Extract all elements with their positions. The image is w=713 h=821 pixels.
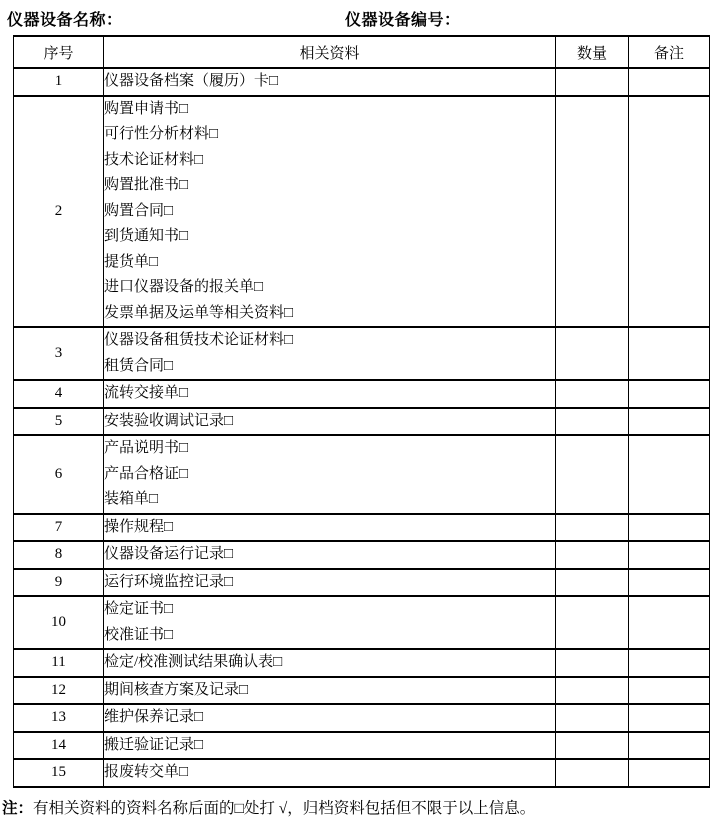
table-row bbox=[14, 541, 710, 569]
quantity-cell bbox=[556, 569, 629, 597]
materials-cell bbox=[104, 435, 556, 514]
material-line bbox=[104, 462, 555, 488]
material-line bbox=[104, 148, 555, 174]
material-line bbox=[104, 597, 555, 623]
checkbox-icon: □ bbox=[254, 279, 264, 295]
table-header-row bbox=[14, 36, 710, 68]
checkbox-icon: □ bbox=[149, 253, 159, 270]
material-label: 提货单 bbox=[104, 253, 150, 270]
material-label: 购置批准书 bbox=[104, 177, 180, 193]
header-remarks: 备注 bbox=[629, 36, 710, 68]
row-number: 15 bbox=[14, 759, 104, 787]
material-line bbox=[104, 570, 555, 596]
archive-materials-table bbox=[13, 35, 710, 788]
table-row bbox=[14, 677, 710, 705]
quantity-cell bbox=[556, 649, 629, 677]
material-line bbox=[104, 199, 555, 225]
materials-cell bbox=[104, 569, 556, 597]
materials-cell bbox=[104, 68, 556, 96]
material-line bbox=[104, 705, 555, 731]
materials-cell bbox=[104, 704, 556, 732]
remark-cell bbox=[629, 704, 710, 732]
row-number: 2 bbox=[14, 96, 104, 328]
checkbox-icon: □ bbox=[194, 709, 204, 725]
material-line bbox=[104, 354, 555, 380]
material-label: 操作规程 bbox=[104, 518, 165, 535]
checkbox-icon: □ bbox=[224, 546, 234, 562]
header-related-materials: 相关资料 bbox=[104, 36, 556, 68]
materials-cell bbox=[104, 380, 556, 408]
checkbox-icon: □ bbox=[224, 573, 234, 590]
remark-cell bbox=[629, 68, 710, 96]
material-label: 产品说明书 bbox=[104, 440, 180, 456]
checkbox-icon: □ bbox=[209, 126, 219, 142]
quantity-cell bbox=[556, 541, 629, 569]
material-line bbox=[104, 515, 555, 541]
material-line bbox=[104, 381, 555, 407]
checkbox-icon: □ bbox=[179, 764, 189, 780]
materials-cell bbox=[104, 514, 556, 542]
remark-cell bbox=[629, 677, 710, 705]
material-label: 到货通知书 bbox=[104, 228, 180, 244]
material-label: 校准证书 bbox=[104, 626, 165, 643]
checkbox-icon: □ bbox=[273, 654, 283, 670]
material-line bbox=[104, 97, 555, 123]
quantity-cell bbox=[556, 677, 629, 705]
material-line bbox=[104, 650, 555, 676]
table-row bbox=[14, 759, 710, 787]
checkbox-icon: □ bbox=[194, 151, 204, 168]
row-number: 7 bbox=[14, 514, 104, 542]
remark-cell bbox=[629, 380, 710, 408]
row-number: 10 bbox=[14, 596, 104, 649]
title-bar bbox=[0, 0, 713, 35]
material-line bbox=[104, 487, 555, 513]
material-line bbox=[104, 733, 555, 759]
material-label: 装箱单 bbox=[104, 491, 150, 507]
remark-cell bbox=[629, 759, 710, 787]
materials-cell bbox=[104, 677, 556, 705]
checkbox-icon: □ bbox=[164, 626, 174, 643]
checkbox-icon: □ bbox=[284, 332, 294, 348]
quantity-cell bbox=[556, 732, 629, 760]
quantity-cell bbox=[556, 68, 629, 96]
checkbox-icon: □ bbox=[179, 177, 189, 193]
checkbox-icon: □ bbox=[179, 385, 189, 401]
checkbox-icon: □ bbox=[164, 518, 174, 535]
material-line bbox=[104, 173, 555, 199]
material-line bbox=[104, 122, 555, 148]
material-label: 检定证书 bbox=[104, 601, 165, 617]
material-label: 发票单据及运单等相关资料 bbox=[104, 304, 285, 321]
material-line bbox=[104, 542, 555, 568]
material-label: 技术论证材料 bbox=[104, 151, 195, 168]
materials-cell bbox=[104, 649, 556, 677]
checkbox-icon: □ bbox=[164, 202, 174, 219]
checkbox-icon: □ bbox=[149, 491, 159, 507]
remark-cell bbox=[629, 327, 710, 380]
table-row bbox=[14, 68, 710, 96]
material-line bbox=[104, 250, 555, 276]
row-number: 4 bbox=[14, 380, 104, 408]
header-serial-number: 序号 bbox=[14, 36, 104, 68]
materials-cell bbox=[104, 732, 556, 760]
material-label: 安装验收调试记录 bbox=[104, 412, 225, 429]
table-row bbox=[14, 435, 710, 514]
quantity-cell bbox=[556, 596, 629, 649]
quantity-cell bbox=[556, 435, 629, 514]
remark-cell bbox=[629, 514, 710, 542]
row-number: 11 bbox=[14, 649, 104, 677]
material-label: 运行环境监控记录 bbox=[104, 573, 225, 590]
material-line bbox=[104, 409, 555, 435]
material-line bbox=[104, 436, 555, 462]
table-row bbox=[14, 380, 710, 408]
table-row bbox=[14, 514, 710, 542]
materials-cell bbox=[104, 408, 556, 436]
material-label: 仪器设备档案（履历）卡 bbox=[104, 73, 270, 89]
material-label: 仪器设备运行记录 bbox=[104, 546, 225, 562]
material-line bbox=[104, 328, 555, 354]
material-label: 可行性分析材料 bbox=[104, 126, 210, 142]
material-line bbox=[104, 623, 555, 649]
remark-cell bbox=[629, 596, 710, 649]
row-number: 12 bbox=[14, 677, 104, 705]
remark-cell bbox=[629, 569, 710, 597]
material-label: 仪器设备租赁技术论证材料 bbox=[104, 332, 285, 348]
footnote-text: 有相关资料的资料名称后面的□处打 √，归档资料包括但不限于以上信息。 bbox=[33, 799, 536, 817]
material-line bbox=[104, 224, 555, 250]
table-row bbox=[14, 569, 710, 597]
table-row bbox=[14, 704, 710, 732]
row-number: 14 bbox=[14, 732, 104, 760]
quantity-cell bbox=[556, 704, 629, 732]
checkbox-icon: □ bbox=[239, 681, 249, 698]
material-label: 维护保养记录 bbox=[104, 709, 195, 725]
row-number: 1 bbox=[14, 68, 104, 96]
row-number: 5 bbox=[14, 408, 104, 436]
material-label: 进口仪器设备的报关单 bbox=[104, 279, 255, 295]
table-row bbox=[14, 649, 710, 677]
quantity-cell bbox=[556, 327, 629, 380]
materials-cell bbox=[104, 759, 556, 787]
quantity-cell bbox=[556, 514, 629, 542]
material-line bbox=[104, 275, 555, 301]
table-row bbox=[14, 596, 710, 649]
quantity-cell bbox=[556, 408, 629, 436]
quantity-cell bbox=[556, 380, 629, 408]
remark-cell bbox=[629, 649, 710, 677]
material-line bbox=[104, 678, 555, 704]
quantity-cell bbox=[556, 759, 629, 787]
materials-cell bbox=[104, 541, 556, 569]
material-label: 购置申请书 bbox=[104, 100, 180, 117]
row-number: 9 bbox=[14, 569, 104, 597]
equipment-name-label: 仪器设备名称： bbox=[7, 12, 123, 29]
header-quantity: 数量 bbox=[556, 36, 629, 68]
remark-cell bbox=[629, 541, 710, 569]
checkbox-icon: □ bbox=[179, 100, 189, 117]
material-line bbox=[104, 69, 555, 95]
material-label: 流转交接单 bbox=[104, 385, 180, 401]
checkbox-icon: □ bbox=[179, 228, 189, 244]
material-line bbox=[104, 301, 555, 327]
table-row bbox=[14, 732, 710, 760]
table-row bbox=[14, 327, 710, 380]
materials-cell bbox=[104, 96, 556, 328]
materials-cell bbox=[104, 327, 556, 380]
material-label: 期间核查方案及记录 bbox=[104, 681, 240, 698]
remark-cell bbox=[629, 96, 710, 328]
material-label: 购置合同 bbox=[104, 202, 165, 219]
checkbox-icon: □ bbox=[224, 412, 234, 429]
checkbox-icon: □ bbox=[179, 465, 189, 482]
remark-cell bbox=[629, 732, 710, 760]
table-row bbox=[14, 408, 710, 436]
materials-cell bbox=[104, 596, 556, 649]
checkbox-icon: □ bbox=[179, 440, 189, 456]
row-number: 13 bbox=[14, 704, 104, 732]
checkbox-icon: □ bbox=[164, 357, 174, 374]
material-label: 报废转交单 bbox=[104, 764, 180, 780]
footnote-prefix: 注： bbox=[2, 799, 34, 817]
remark-cell bbox=[629, 435, 710, 514]
remark-cell bbox=[629, 408, 710, 436]
material-label: 租赁合同 bbox=[104, 357, 165, 374]
checkbox-icon: □ bbox=[194, 736, 204, 753]
material-label: 产品合格证 bbox=[104, 465, 180, 482]
row-number: 3 bbox=[14, 327, 104, 380]
table-row bbox=[14, 96, 710, 328]
checkbox-icon: □ bbox=[164, 601, 174, 617]
footnote bbox=[2, 796, 713, 818]
material-line bbox=[104, 760, 555, 786]
checkbox-icon: □ bbox=[269, 73, 279, 89]
checkbox-icon: □ bbox=[284, 304, 294, 321]
material-label: 搬迁验证记录 bbox=[104, 736, 195, 753]
material-label: 检定/校准测试结果确认表 bbox=[104, 654, 274, 670]
equipment-number-label: 仪器设备编号： bbox=[345, 12, 461, 29]
row-number: 6 bbox=[14, 435, 104, 514]
row-number: 8 bbox=[14, 541, 104, 569]
quantity-cell bbox=[556, 96, 629, 328]
